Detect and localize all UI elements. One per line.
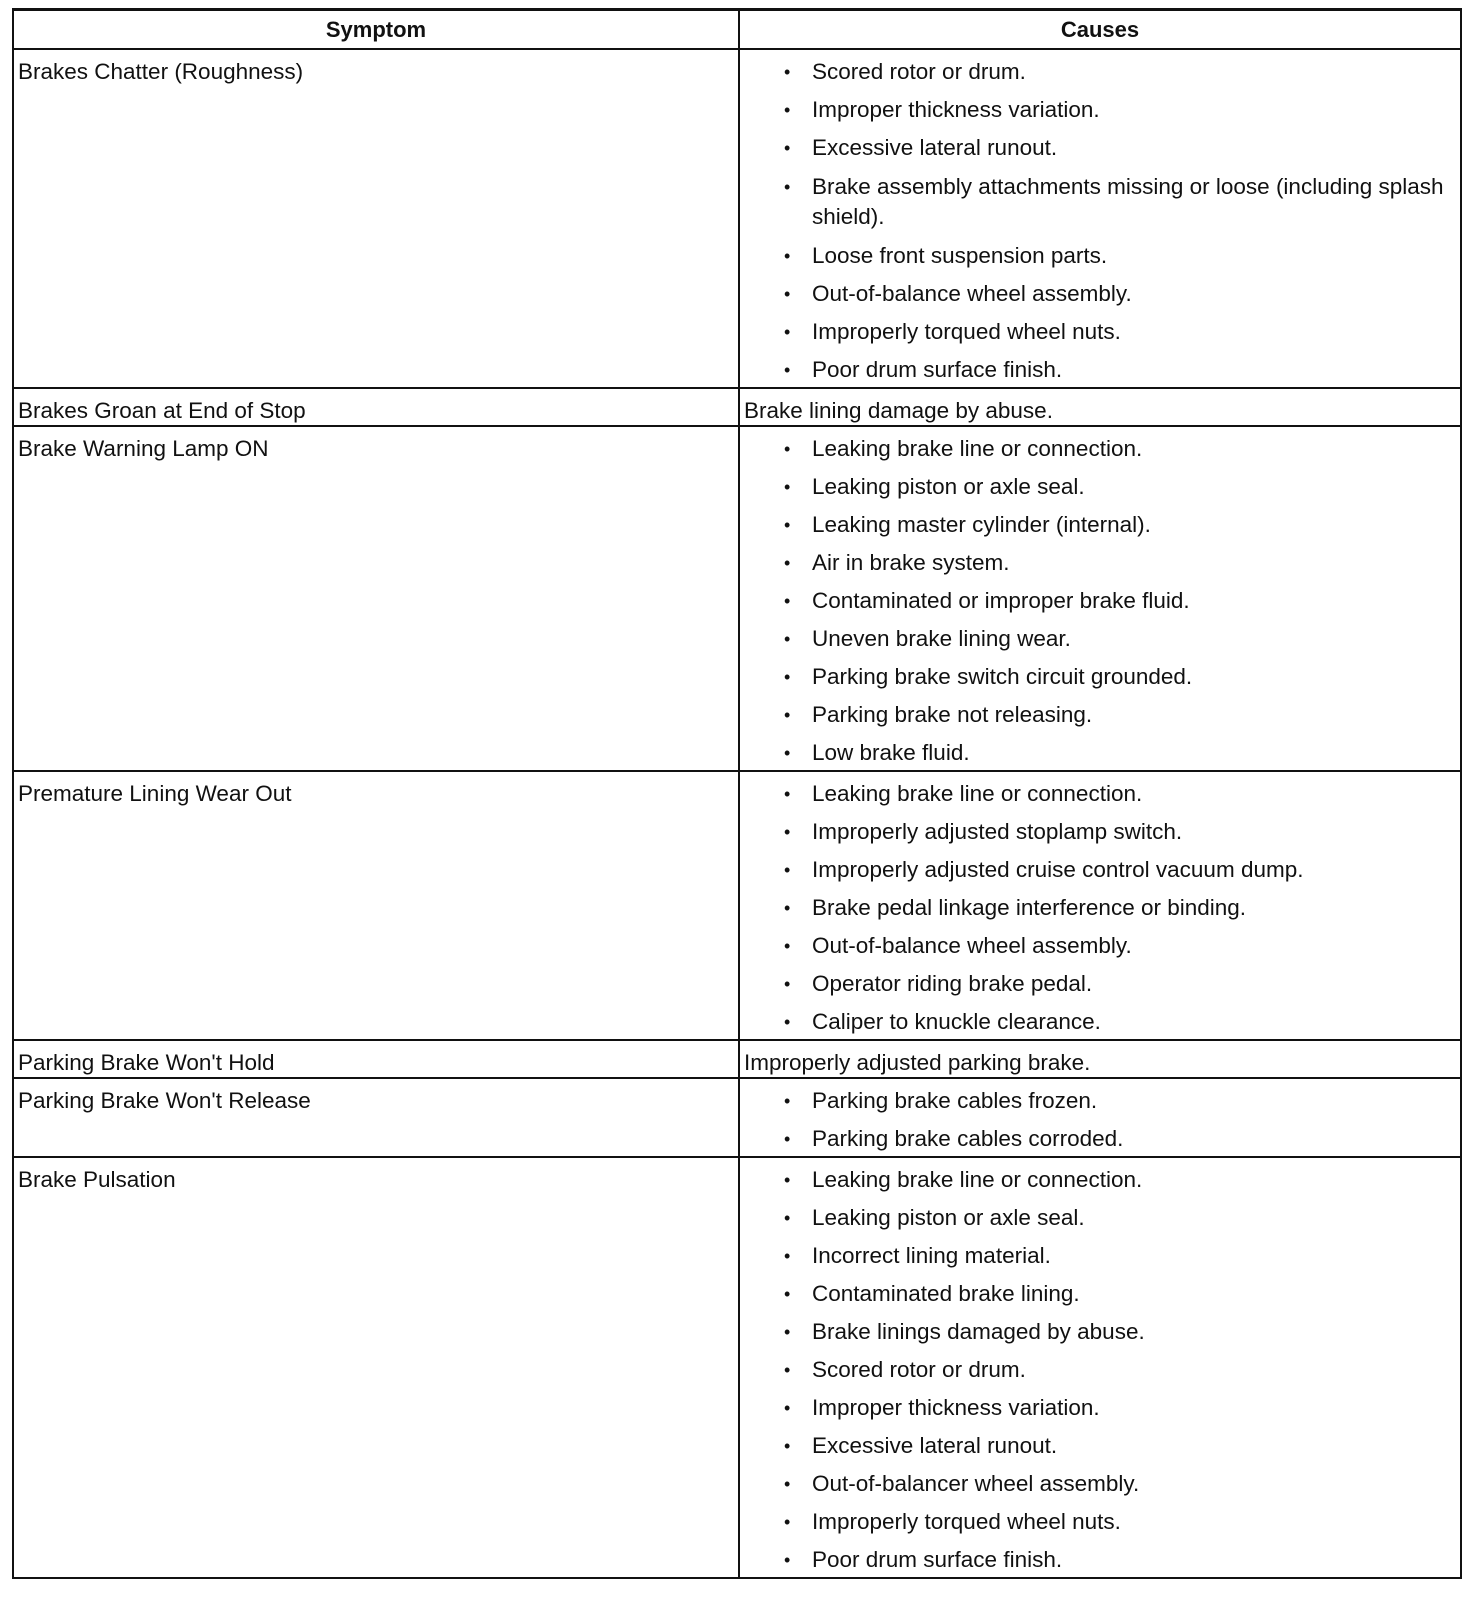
causes-cell: [739, 771, 1461, 1040]
list-item: • Leaking piston or axle seal.: [740, 473, 1460, 501]
symptom-cell: [13, 388, 739, 426]
causes-list: [740, 1158, 1460, 1577]
table-row: [13, 771, 1461, 1040]
causes-cell: [739, 49, 1461, 388]
list-item: • Improperly torqued wheel nuts.: [740, 1508, 1460, 1536]
causes-cell: [739, 1040, 1461, 1078]
symptom-cell: [13, 426, 739, 771]
header-row: [13, 10, 1461, 50]
list-item: • Caliper to knuckle clearance.: [740, 1008, 1460, 1036]
list-item: • Scored rotor or drum.: [740, 1356, 1460, 1384]
list-item: • Operator riding brake pedal.: [740, 970, 1460, 998]
causes-list: [740, 1079, 1460, 1156]
list-item: • Leaking brake line or connection.: [740, 780, 1460, 808]
list-item: • Poor drum surface finish.: [740, 1546, 1460, 1574]
causes-list: [740, 427, 1460, 770]
symptom-cell: [13, 49, 739, 388]
symptom-text: Brake Warning Lamp ON: [18, 436, 269, 461]
list-item: • Excessive lateral runout.: [740, 1432, 1460, 1460]
list-item: • Scored rotor or drum.: [740, 58, 1460, 86]
list-item: • Improperly adjusted cruise control vacuum dump.: [740, 856, 1460, 884]
symptom-text: Parking Brake Won't Hold: [18, 1050, 275, 1075]
causes-cell: [739, 1157, 1461, 1578]
symptom-text: Parking Brake Won't Release: [18, 1088, 311, 1113]
causes-cell: [739, 1078, 1461, 1157]
symptom-text: Brakes Chatter (Roughness): [18, 59, 304, 84]
list-item: • Out-of-balance wheel assembly.: [740, 280, 1460, 308]
symptom-cell: [13, 1078, 739, 1157]
causes-list: [740, 50, 1460, 387]
list-item: • Out-of-balance wheel assembly.: [740, 932, 1460, 960]
symptom-text: Brake Pulsation: [18, 1167, 176, 1192]
diagnosis-table: [12, 8, 1462, 1579]
list-item: • Improper thickness variation.: [740, 1394, 1460, 1422]
list-item: • Leaking master cylinder (internal).: [740, 511, 1460, 539]
header-symptom: Symptom: [13, 10, 739, 50]
symptom-text: Brakes Groan at End of Stop: [18, 398, 306, 423]
list-item: • Parking brake switch circuit grounded.: [740, 663, 1460, 691]
list-item: • Brake pedal linkage interference or binding.: [740, 894, 1460, 922]
list-item: • Parking brake cables corroded.: [740, 1125, 1460, 1153]
list-item: • Air in brake system.: [740, 549, 1460, 577]
causes-list: [740, 772, 1460, 1039]
table-row: [13, 49, 1461, 388]
list-item: • Low brake fluid.: [740, 739, 1460, 767]
list-item: • Uneven brake lining wear.: [740, 625, 1460, 653]
list-item: • Leaking brake line or connection.: [740, 1166, 1460, 1194]
table-row: [13, 1040, 1461, 1078]
symptom-cell: [13, 1157, 739, 1578]
table-row: [13, 388, 1461, 426]
symptom-cell: [13, 1040, 739, 1078]
list-item: • Parking brake not releasing.: [740, 701, 1460, 729]
list-item: • Improperly torqued wheel nuts.: [740, 318, 1460, 346]
list-item: • Contaminated brake lining.: [740, 1280, 1460, 1308]
table-row: [13, 1157, 1461, 1578]
list-item: • Improperly adjusted stoplamp switch.: [740, 818, 1460, 846]
cause-text: Improperly adjusted parking brake.: [744, 1050, 1091, 1075]
symptom-cell: [13, 771, 739, 1040]
header-causes: Causes: [739, 10, 1461, 50]
list-item: • Brake assembly attachments missing or loose (including splash shield).: [740, 172, 1460, 232]
list-item: • Excessive lateral runout.: [740, 134, 1460, 162]
causes-cell: [739, 388, 1461, 426]
list-item: • Leaking piston or axle seal.: [740, 1204, 1460, 1232]
table-row: [13, 1078, 1461, 1157]
symptom-text: Premature Lining Wear Out: [18, 781, 292, 806]
list-item: • Brake linings damaged by abuse.: [740, 1318, 1460, 1346]
causes-cell: [739, 426, 1461, 771]
list-item: • Out-of-balancer wheel assembly.: [740, 1470, 1460, 1498]
cause-text: Brake lining damage by abuse.: [744, 398, 1053, 423]
list-item: • Poor drum surface finish.: [740, 356, 1460, 384]
table-row: [13, 426, 1461, 771]
list-item: • Improper thickness variation.: [740, 96, 1460, 124]
list-item: • Loose front suspension parts.: [740, 242, 1460, 270]
list-item: • Leaking brake line or connection.: [740, 435, 1460, 463]
list-item: • Parking brake cables frozen.: [740, 1087, 1460, 1115]
list-item: • Contaminated or improper brake fluid.: [740, 587, 1460, 615]
list-item: • Incorrect lining material.: [740, 1242, 1460, 1270]
